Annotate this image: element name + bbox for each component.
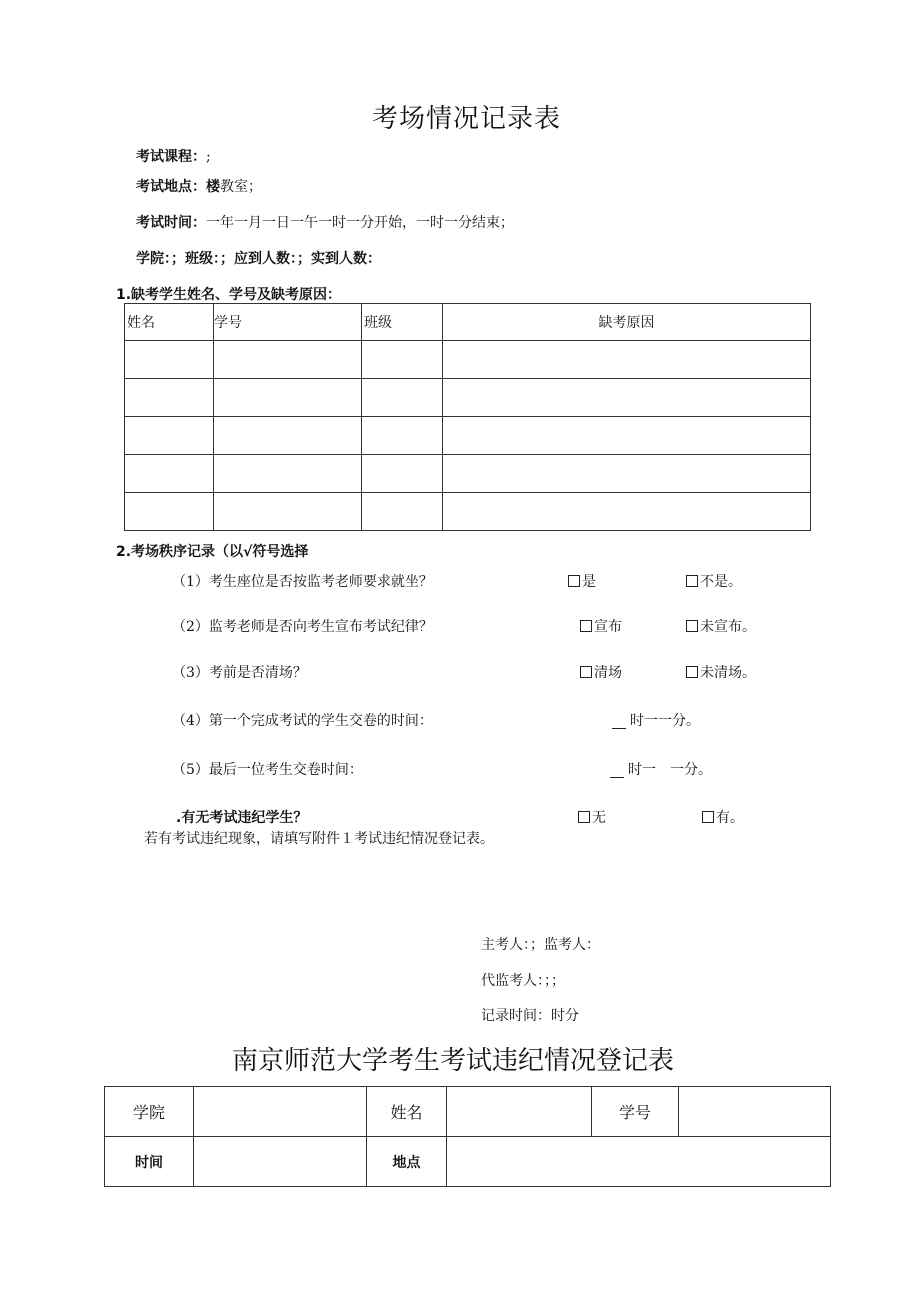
place-label: 地点 [367,1137,447,1187]
violation-note: 若有考试违纪现象，请填写附件１考试违纪情况登记表。 [144,831,494,847]
option-label: 不是。 [700,574,742,590]
cell[interactable] [214,493,362,531]
student-id-label: 学号 [592,1087,679,1137]
exam-place-value: 教室； [220,179,262,195]
last-submit-time[interactable] [610,759,712,779]
checkbox-icon[interactable] [686,575,698,587]
exam-place-label: 考试地点： [136,179,206,195]
exam-time-value: 一年一月一日一午一时一分开始，一时一分结束； [206,215,514,231]
option-label: 清场 [594,665,622,681]
col-student-id: 学号 [214,304,362,341]
college-label: 学院 [105,1087,194,1137]
exam-course-label: 考试课程： [136,149,206,165]
option-cleared[interactable] [580,662,622,682]
name-field[interactable] [447,1087,592,1137]
checkbox-icon[interactable] [568,575,580,587]
violation-table [104,1086,831,1187]
exam-place-line [136,176,262,196]
option-label: 是 [582,574,596,590]
option-label: 宣布 [594,619,622,635]
item-text: 监考老师是否向考生宣布考试纪律？ [208,619,433,635]
time-field[interactable] [194,1137,367,1187]
exam-course-value: ; [206,149,211,165]
option-label: 未清场。 [700,665,756,681]
time-label: 时一一分。 [630,713,700,729]
table-row [125,341,811,379]
signature-proctors: 主考人：；监考人： [481,937,600,953]
cell[interactable] [214,379,362,417]
col-name: 姓名 [125,304,214,341]
cell[interactable] [443,417,811,455]
checkbox-icon[interactable] [578,811,590,823]
checkbox-icon[interactable] [580,620,592,632]
item-text: 考生座位是否按监考老师要求就坐？ [208,574,433,590]
item-text: 第一个完成考试的学生交卷的时间： [208,713,433,729]
time-label: 时一 一分。 [628,762,712,778]
checkbox-icon[interactable] [686,666,698,678]
table-row [125,417,811,455]
checkbox-icon[interactable] [686,620,698,632]
cell[interactable] [443,379,811,417]
table-header-row [125,304,811,341]
table-row [105,1137,831,1187]
cell[interactable] [443,341,811,379]
cell[interactable] [214,455,362,493]
option-label: 无 [592,810,606,826]
checkbox-icon[interactable] [580,666,592,678]
exam-time-line [136,212,514,232]
exam-time-label: 考试时间： [136,215,206,231]
cell[interactable] [362,417,443,455]
absence-table [124,303,811,531]
cell[interactable] [214,341,362,379]
exam-course-line [136,146,211,166]
item-text: 考前是否清场？ [208,665,307,681]
cell[interactable] [125,455,214,493]
order-item-5 [172,759,363,779]
cell[interactable] [362,455,443,493]
student-id-field[interactable] [679,1087,831,1137]
blank-field[interactable] [612,714,626,729]
violation-question: .有无考试违纪学生？ [176,810,308,826]
page-title: 考场情况记录表 [372,104,562,134]
cell[interactable] [214,417,362,455]
option-announced[interactable] [580,616,622,636]
table-row [125,455,811,493]
cell[interactable] [125,417,214,455]
time-label: 时间 [105,1137,194,1187]
item-text: 最后一位考生交卷时间： [208,762,363,778]
option-label: 有。 [716,810,744,826]
cell[interactable] [125,493,214,531]
cell[interactable] [362,379,443,417]
table-row [125,379,811,417]
table-row [125,493,811,531]
cell[interactable] [362,493,443,531]
college-field[interactable] [194,1087,367,1137]
first-submit-time[interactable] [612,710,700,730]
signature-record-time: 记录时间：时分 [481,1008,579,1024]
option-yes-violation[interactable] [702,807,744,827]
place-field[interactable] [447,1137,831,1187]
item-number: （2） [172,619,209,635]
option-yes[interactable] [568,571,596,591]
item-number: （4） [172,713,209,729]
option-label: 未宣布。 [700,619,756,635]
cell[interactable] [443,455,811,493]
order-item-1 [172,571,433,591]
blank-field[interactable] [610,763,624,778]
section1-heading: 1.缺考学生姓名、学号及缺考原因： [116,287,342,303]
name-label: 姓名 [367,1087,447,1137]
col-class: 班级 [362,304,443,341]
checkbox-icon[interactable] [702,811,714,823]
table-row [105,1087,831,1137]
item-number: （1） [172,574,209,590]
item-number: （3） [172,665,209,681]
section2-heading: 2.考场秩序记录（以√符号选择 [116,544,309,560]
col-reason: 缺考原因 [443,304,811,341]
option-not-cleared[interactable] [686,662,756,682]
item-number: （5） [172,762,209,778]
option-none[interactable] [578,807,606,827]
exam-place-building: 楼 [206,179,220,195]
violation-form-title: 南京师范大学考生考试违纪情况登记表 [232,1046,675,1076]
order-item-3 [172,662,307,682]
class-info-line: 学院：；班级：；应到人数：；实到人数： [136,251,381,267]
cell[interactable] [443,493,811,531]
order-item-4 [172,710,433,730]
order-item-2 [172,616,433,636]
option-not-announced[interactable] [686,616,756,636]
cell[interactable] [125,341,214,379]
cell[interactable] [362,341,443,379]
signature-substitute: 代监考人：；； [481,973,565,989]
option-no[interactable] [686,571,742,591]
cell[interactable] [125,379,214,417]
